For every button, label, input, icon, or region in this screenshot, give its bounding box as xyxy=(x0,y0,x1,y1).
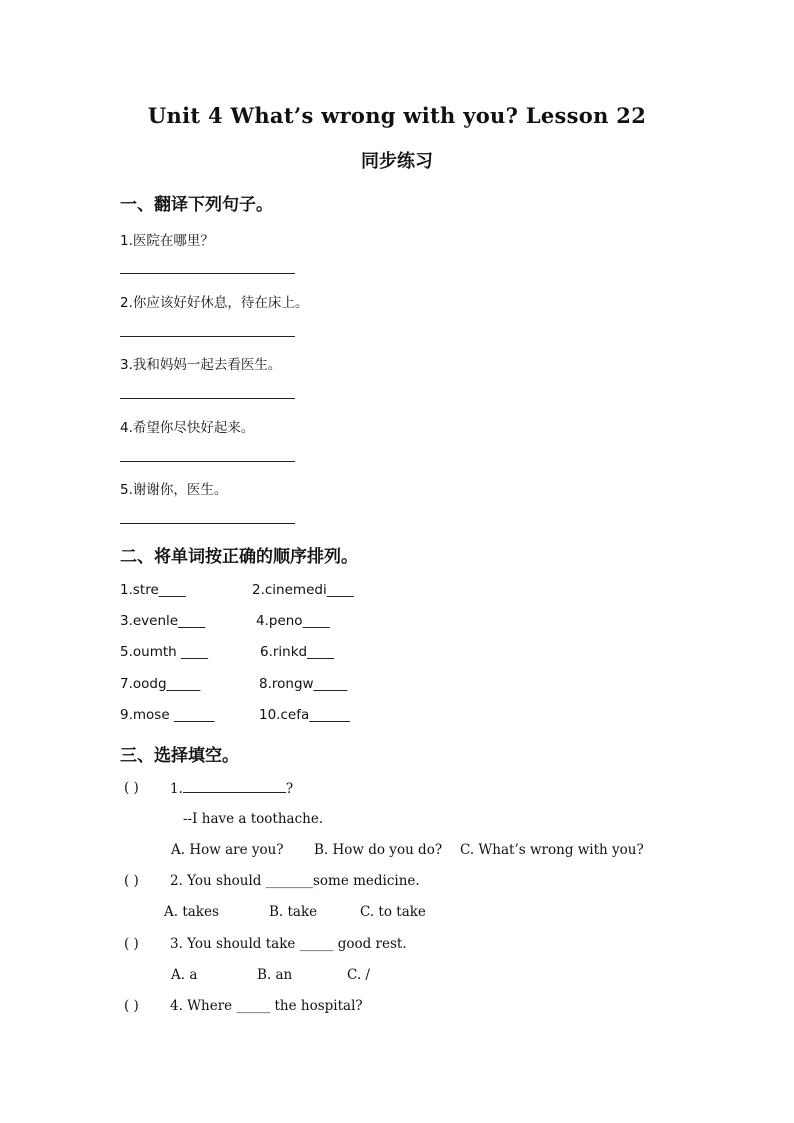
scramble-word-10: 10.cefa______ xyxy=(259,707,350,723)
page-title: Unit 4 What’s wrong with you? Lesson 22 xyxy=(147,103,647,128)
scramble-word-4: 4.peno____ xyxy=(256,613,330,629)
scramble-word-7: 7.oodg_____ xyxy=(120,676,201,692)
answer-paren-2: ( ) xyxy=(124,873,139,889)
translation-question-5: 5.谢谢你，医生。 xyxy=(120,482,228,498)
q3-option-b: B. an xyxy=(257,967,293,983)
q3-option-a: A. a xyxy=(171,967,198,983)
page-subtitle: 同步练习 xyxy=(361,151,433,172)
choice-question-3: 3. You should take _____ good rest. xyxy=(170,936,407,952)
choice-question-1-reply: --I have a toothache. xyxy=(183,811,324,827)
choice-question-1-suffix: ? xyxy=(285,781,294,797)
answer-paren-4: ( ) xyxy=(124,998,139,1014)
answer-line-4 xyxy=(120,461,295,462)
section1-heading: 一、翻译下列句子。 xyxy=(120,195,273,215)
q2-option-a: A. takes xyxy=(164,904,219,920)
q3-option-c: C. / xyxy=(347,967,370,983)
q1-option-c: C. What’s wrong with you? xyxy=(460,842,644,858)
answer-paren-1: ( ) xyxy=(124,780,139,796)
q1-option-b: B. How do you do? xyxy=(314,842,443,858)
translation-question-4: 4.希望你尽快好起来。 xyxy=(120,420,255,436)
choice-question-1 xyxy=(170,780,293,797)
answer-line-3 xyxy=(120,398,295,399)
section2-heading: 二、将单词按正确的顺序排列。 xyxy=(120,547,358,567)
scramble-word-9: 9.mose ______ xyxy=(120,707,215,723)
section3-heading: 三、选择填空。 xyxy=(120,746,239,766)
q2-option-b: B. take xyxy=(269,904,318,920)
answer-paren-3: ( ) xyxy=(124,936,139,952)
translation-question-1: 1.医院在哪里？ xyxy=(120,233,214,249)
scramble-word-6: 6.rinkd____ xyxy=(260,644,335,660)
scramble-word-5: 5.oumth ____ xyxy=(120,644,208,660)
scramble-word-8: 8.rongw_____ xyxy=(259,676,348,692)
scramble-word-3: 3.evenle____ xyxy=(120,613,206,629)
fill-blank xyxy=(183,780,286,793)
answer-line-5 xyxy=(120,523,295,524)
q1-option-a: A. How are you? xyxy=(171,842,284,858)
translation-question-2: 2.你应该好好休息，待在床上。 xyxy=(120,295,309,311)
answer-line-2 xyxy=(120,336,295,337)
scramble-word-1: 1.stre____ xyxy=(120,582,186,598)
answer-line-1 xyxy=(120,273,295,274)
translation-question-3: 3.我和妈妈一起去看医生。 xyxy=(120,357,282,373)
scramble-word-2: 2.cinemedi____ xyxy=(252,582,354,598)
choice-question-4: 4. Where _____ the hospital? xyxy=(170,998,363,1014)
q2-option-c: C. to take xyxy=(360,904,426,920)
choice-question-2: 2. You should _______some medicine. xyxy=(170,873,420,889)
choice-question-1-prefix: 1. xyxy=(170,781,183,797)
